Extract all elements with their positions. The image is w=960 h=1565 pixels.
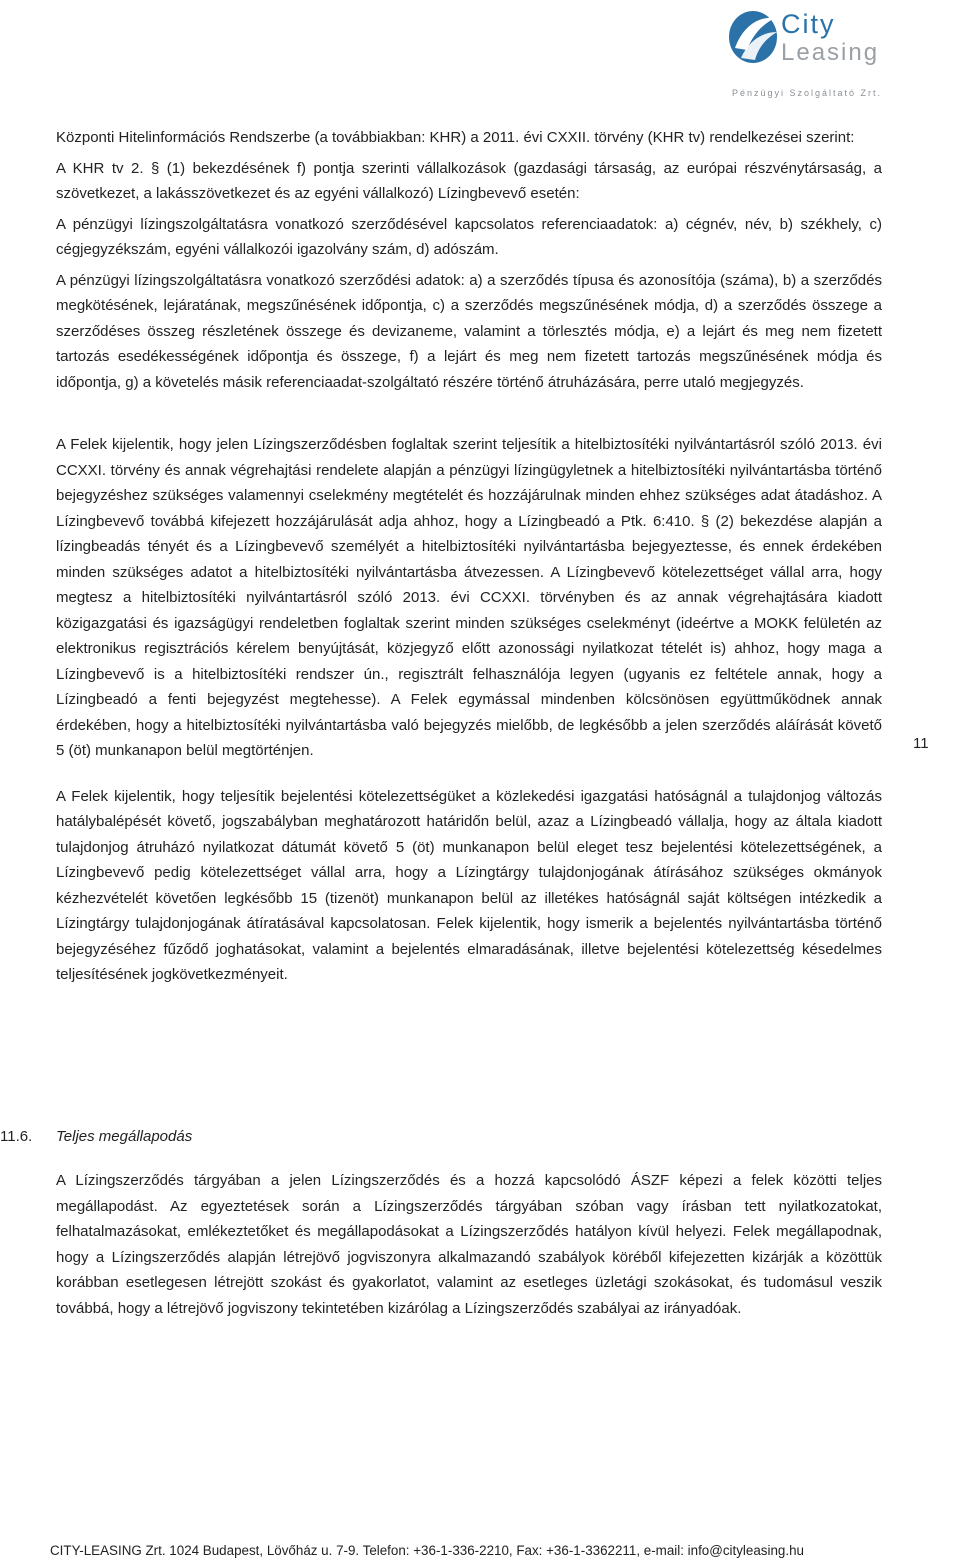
section-number: 11.6. [0, 1128, 33, 1145]
paragraph-khr-scope: A KHR tv 2. § (1) bekezdésének f) pontja szerinti vállalkozások (gazdasági társaság, az európai részvénytársaság, a szövetkezet, a lakásszövetkezet és az egyéni vállalkozó) Lízingbevevő esetén: [56, 159, 882, 202]
paragraph-reference-data: A pénzügyi lízingszolgáltatásra vonatkozó szerződésével kapcsolatos referenciaadatok: a) cégnév, név, b) székhely, c) cégjegyzékszám, egyéni vállalkozói igazolvány szám, d) adószám. [56, 215, 882, 258]
paragraph-entire-agreement: A Lízingszerződés tárgyában a jelen Lízingszerződés és a hozzá kapcsolódó ÁSZF képezi a felek közötti teljes megállapodást. Az egyeztetések során a Lízingszerződés tárgyában szóban vagy írásban tett nyilatkozatokat, felhatalmazásokat, emlékeztetőket és megállapodásokat a Lízingszerződés hatályon kívül helyezi. Felek megállapodnak, hogy a Lízingszerződés alapján létrejövő jogviszonyra alkalmazandó szabályok köréből kifejezetten kizárják a közöttük korábban esetlegesen létrejött szokást és gyakorlatot, valamint az esetleges üzletági szokásokat, és tudomásul veszik továbbá, hogy a létrejövő jogviszony tekintetében kizárólag a Lízingszerződés szabályai az irányadóak. [56, 1172, 882, 1317]
document-body [0, 125, 882, 1317]
section-title: Teljes megállapodás [56, 1128, 193, 1145]
paragraph-ownership-notification: A Felek kijelentik, hogy teljesítik bejelentési kötelezettségüket a közlekedési igazgatási hatóságnál a tulajdonjog változás hatálybalépését követő, jogszabályban meghatározott határidőn belül, azaz a Lízingbeadó vállalja, hogy az általa kiadott tulajdonjog átruházó nyilatkozat dátumát követő 5 (öt) munkanapon belül eleget tesz bejelentési kötelezettségének, a Lízingbevevő pedig kötelezettséget vállal arra, hogy a Lízingtárgy tulajdonjogának átírásához szükséges okmányok kézhezvételét követően legkésőbb 15 (tizenöt) munkanapon belül az illetékes hatóságnál saját költségen intézkedik a Lízingtárgy tulajdonjogának átíratásával kapcsolatosan. Felek kijelentik, hogy ismerik a bejelentés nyilvántartásba történő bejegyzéséhez fűződő joghatásokat, valamint a bejelentés elmaradásának, illetve bejelentési kötelezettség késedelmes teljesítésének jogkövetkezményeit. [56, 787, 882, 983]
logo-leasing-text: Leasing [781, 39, 880, 66]
page-number: 11 [913, 735, 929, 752]
logo-city-text: City [781, 9, 836, 39]
company-logo [725, 4, 885, 100]
logo-tagline: Pénzügyi Szolgáltató Zrt. [732, 88, 883, 98]
paragraph-contract-data: A pénzügyi lízingszolgáltatásra vonatkozó szerződési adatok: a) a szerződés típusa és azonosítója (száma), b) a szerződés megkötésének, lejáratának, megszűnésének időpontja, c) a szerződés megszűnésének módja, d) a szerződés összege a szerződéses összeg részletének összege és devizaneme, valamint a törlesztés módja, e) a lejárt és meg nem fizetett tartozás esedékességének időpontja és összege, f) a lejárt és meg nem fizetett tartozás megszűnésének módja és időpontja, g) a követelés másik referenciaadat-szolgáltató részére történő átruházására, perre utaló megjegyzés. [56, 271, 882, 391]
footer-contact: CITY-LEASING Zrt. 1024 Budapest, Lövőház u. 7-9. Telefon: +36-1-336-2210, Fax: +36-1-3362211, e-mail: info@cityleasing.hu [50, 1543, 804, 1558]
paragraph-khr-intro: Központi Hitelinformációs Rendszerbe (a továbbiakban: KHR) a 2011. évi CXXII. törvény (KHR tv) rendelkezései szerint: [56, 129, 855, 146]
paragraph-collateral-registry: A Felek kijelentik, hogy jelen Lízingszerződésben foglaltak szerint teljesítik a hitelbiztosítéki nyilvántartásról szóló 2013. évi CCXXI. törvény és annak végrehajtási rendelete alapján a pénzügyi lízingügyletnek a hitelbiztosítéki nyilvántartásba történő bejegyzéshez szükséges valamennyi cselekmény megtételét és hozzájárulnak minden ehhez szükséges adat átadáshoz. A Lízingbevevő továbbá kifejezett hozzájárulását adja ahhoz, hogy a Lízingbeadó a Ptk. 6:410. § (2) bekezdése alapján a lízingbeadás tényét és a Lízingbevevő személyét a hitelbiztosítéki nyilvántartásba bejegyeztesse, és ennek érdekében minden szükséges adatot a hitelbiztosítéki nyilvántartásba átvezessen. A Lízingbevevő kötelezettséget vállal arra, hogy megtesz a hitelbiztosítéki nyilvántartásról szóló 2013. évi CCXXI. törvényben és az annak végrehajtására kiadott közigazgatási és igazságügyi rendeletben foglaltak szerint minden szükséges cselekményt (ideértve a MOKK felületén az elektronikus regisztrációs kérelem benyújtását, közjegyző előtt azonossági nyilatkozat tételét is) ahhoz, hogy maga a Lízingbevevő is a hitelbiztosítéki rendszer ún., regisztrált felhasználója legyen (ugyanis ez feltétele annak, hogy a Lízingbeadó a fenti bejegyzést megtehesse). A Felek egymással mindenben kölcsönösen együttműködnek annak érdekében, hogy a hitelbiztosítéki nyilvántartásba való bejegyzés mielőbb, de legkésőbb a jelen szerződés aláírását követő 5 (öt) munkanapon belül megtörténjen. [56, 436, 882, 759]
logo-swirl-icon [725, 4, 781, 68]
